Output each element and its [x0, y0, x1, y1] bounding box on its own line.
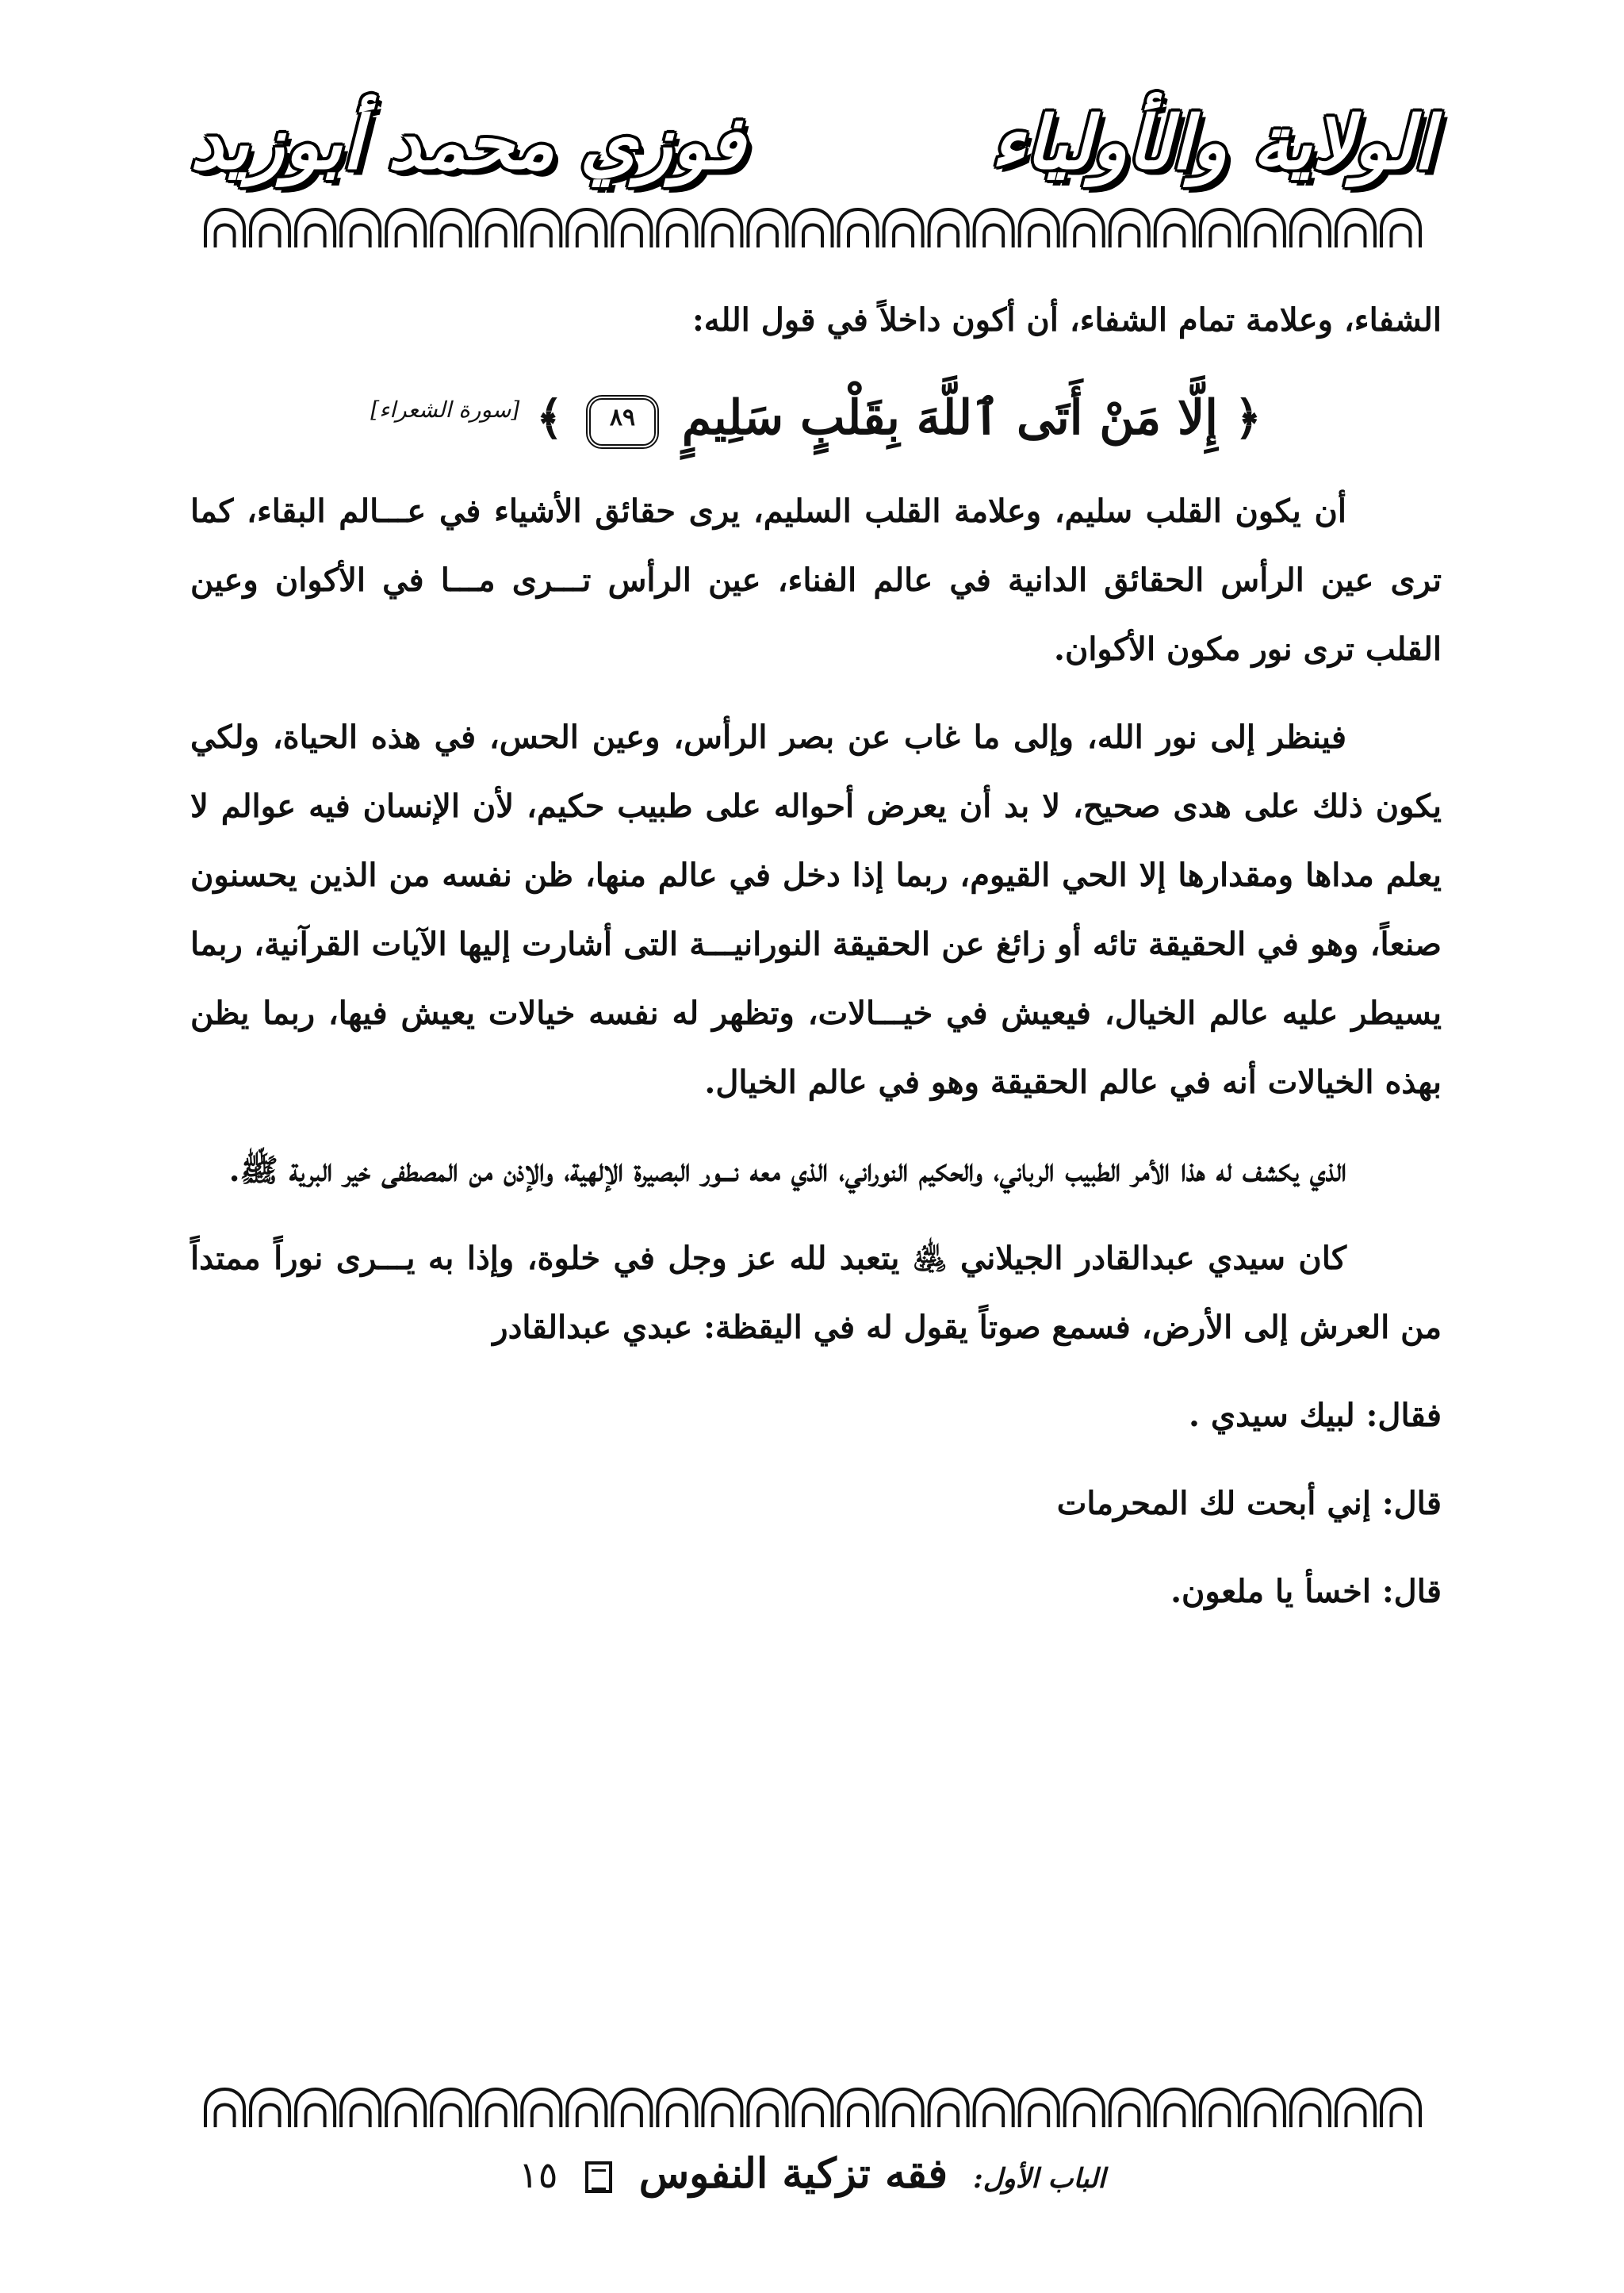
paragraph-4: الذي يكشف له هذا الأمر الطبيب الرباني، والحكيم النوراني، الذي معه نـــور البصيرة الإلهية، والإذن من المصطفى خير البرية ﷺ.	[228, 1152, 1346, 1189]
verse-close-bracket: ﴾	[536, 391, 564, 445]
page-footer	[0, 2149, 1624, 2198]
ayah-number-marker: ٨٩	[586, 395, 659, 449]
verse-open-bracket: ﴿	[1234, 391, 1262, 445]
paragraph-5: كان سيدي عبدالقادر الجيلاني ﵁ يتعبد لله عز وجل في خلوة، وإذا به يـــرى نوراً ممتداً من العرش إلى الأرض، فسمع صوتاً يقول له في اليقظة: عبدي عبدالقادر	[190, 1240, 1442, 1346]
quran-verse	[190, 362, 1442, 466]
top-ornament-border	[202, 198, 1423, 254]
page-number: ١٥	[519, 2153, 558, 2196]
paragraph-6: فقال: لبيك سيدي .	[1188, 1397, 1442, 1434]
surah-reference: [سورة الشعراء]	[370, 397, 520, 423]
paragraph-8: قال: اخسأ يا ملعون.	[1170, 1573, 1442, 1610]
verse-text: إِلَّا مَنْ أَتَى ٱللَّهَ بِقَلْبٍ سَلِيمٍ	[681, 390, 1218, 446]
author-name: فوزي محمد أبوزيد	[190, 100, 745, 186]
arch-ornament	[205, 2089, 1420, 2127]
paragraph-7: قال: إني أبحت لك المحرمات	[1056, 1485, 1442, 1522]
chapter-label: الباب الأول:	[973, 2163, 1105, 2195]
bottom-ornament-border	[202, 2078, 1423, 2134]
chapter-title: فقه تزكية النفوس	[638, 2149, 948, 2198]
page-header	[190, 95, 1434, 190]
book-title: الولاية والأولياء	[990, 100, 1434, 186]
paragraph-1: الشفاء، وعلامة تمام الشفاء، أن أكون داخلاً في قول الله:	[692, 301, 1442, 339]
page-body	[190, 286, 1442, 1626]
paragraph-2: أن يكون القلب سليم، وعلامة القلب السليم، يرى حقائق الأشياء في عـــالم البقاء، كما ترى عين الرأس الحقائق الدانية في عالم الفناء، عين الرأس تـــرى مـــا في الأكوان وعين القلب ترى نور مكون الأكوان.	[190, 493, 1442, 668]
arch-ornament	[205, 209, 1420, 247]
book-icon	[585, 2161, 612, 2193]
paragraph-3: فينظر إلى نور الله، وإلى ما غاب عن بصر الرأس، وعين الحس، في هذه الحياة، ولكي يكون ذلك على هدى صحيح، لا بد أن يعرض أحواله على طبيب حكيم، لأن الإنسان فيه عوالم لا يعلم مداها ومقدارها إلا الحي القيوم، ربما إذا دخل في عالم منها، ظن نفسه من الذين يحسنون صنعاً، وهو في الحقيقة تائه أو زائغ عن الحقيقة النورانيـــة التى أشارت إليها الآيات القرآنية، ربما يسيطر عليه عالم الخيال، فيعيش في خيـــالات، وتظهر له نفسه خيالات يعيش فيها، ربما يظن بهذه الخيالات أنه في عالم الحقيقة وهو في عالم الخيال.	[190, 719, 1442, 1101]
